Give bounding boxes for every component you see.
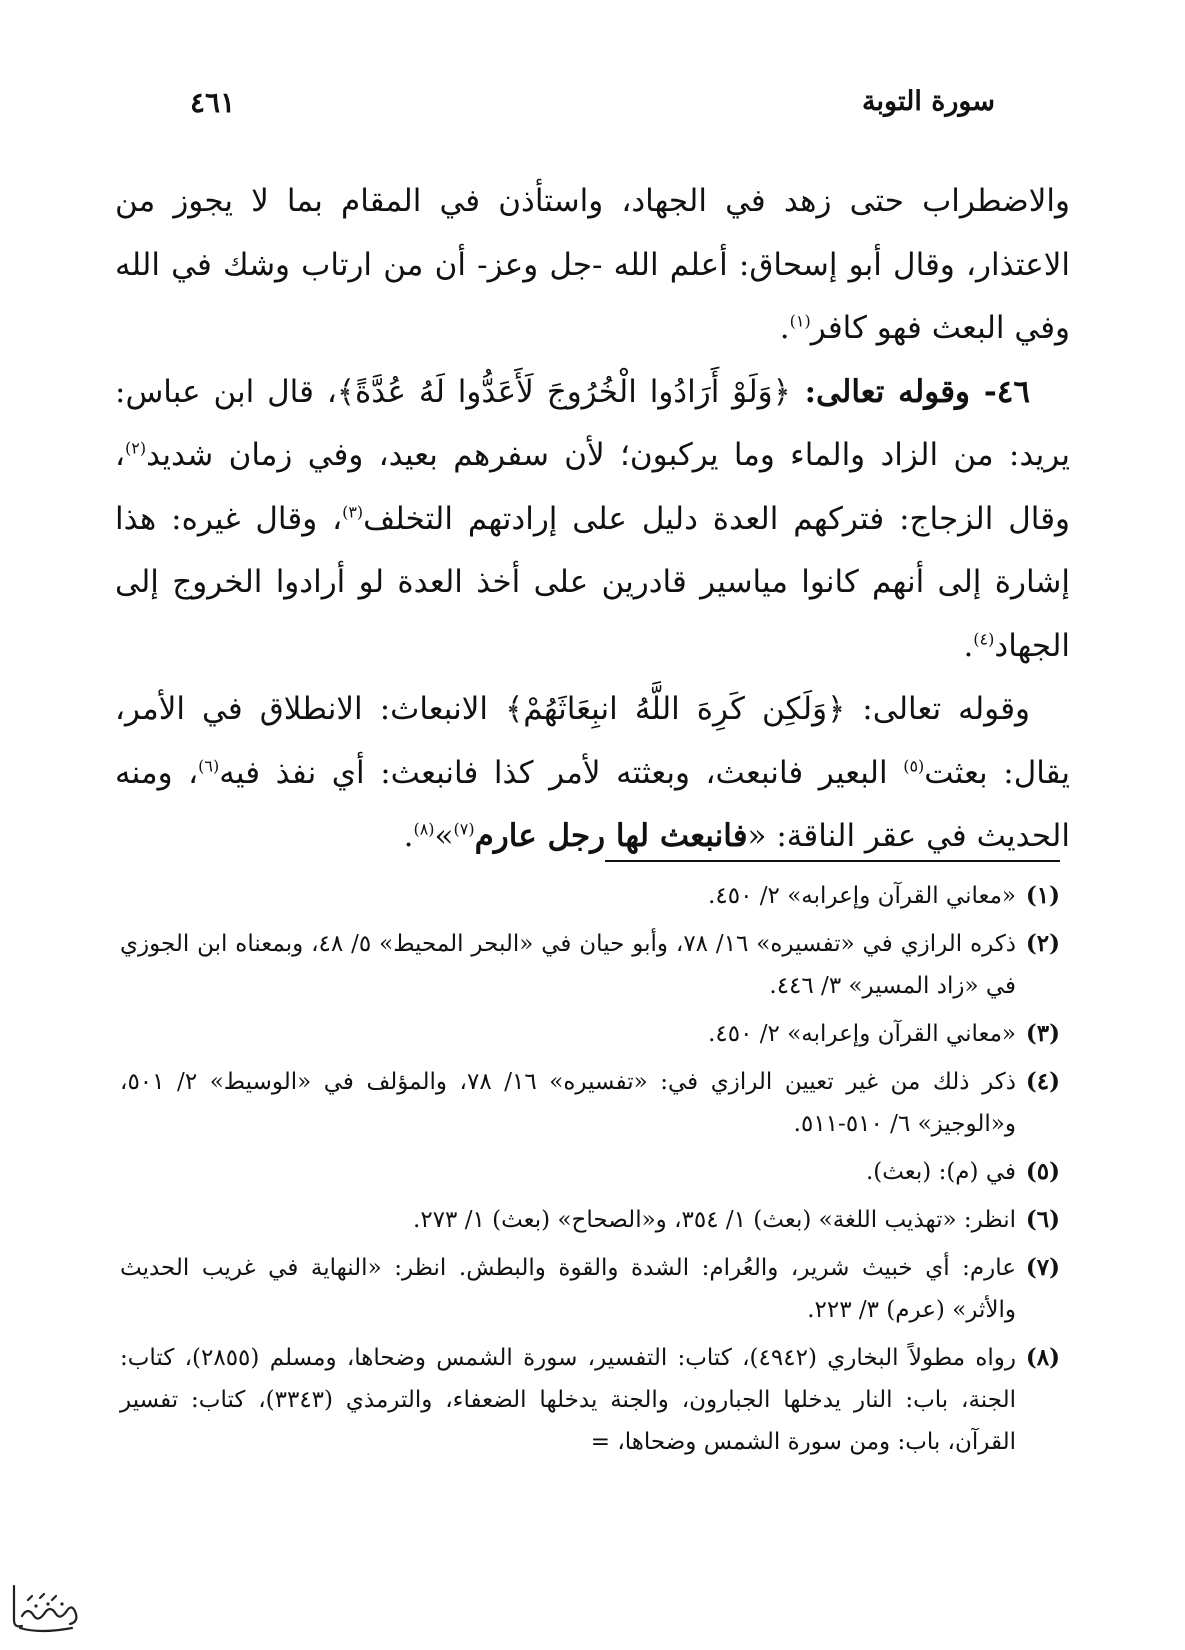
surah-title: سورة التوبة bbox=[862, 86, 995, 117]
footnote-ref-7[interactable]: (٧) bbox=[453, 819, 475, 839]
footnote-text: «معاني القرآن وإعرابه» ٢/ ٤٥٠. bbox=[708, 883, 1016, 909]
footnote-ref-5[interactable]: (٥) bbox=[903, 756, 925, 776]
footnote-item bbox=[120, 1199, 1060, 1241]
footnote-number: (٨) bbox=[1025, 1344, 1060, 1371]
paragraph-2 bbox=[115, 361, 1070, 679]
text-segment: والاضطراب حتى زهد في الجهاد، واستأذن في المقام بما لا يجوز من الاعتذار، وقال أبو إسحاق: أعلم الله -جل وعز- أن من ارتاب وشك في الله وفي البعث فهو كافر bbox=[115, 183, 1070, 346]
text-segment: ، وقال الزجاج: فتركهم العدة دليل على إرادتهم التخلف bbox=[115, 437, 1070, 537]
footnote-number: (١) bbox=[1025, 882, 1060, 909]
footnote-item bbox=[120, 1061, 1060, 1145]
footnote-ref-1[interactable]: (١) bbox=[789, 311, 811, 331]
footnote-ref-4[interactable]: (٤) bbox=[973, 629, 995, 649]
footnote-text: في (م): (بعث). bbox=[865, 1159, 1016, 1185]
text-segment: ، ومنه الحديث في عقر الناقة: « bbox=[115, 754, 1070, 854]
footnote-ref-8[interactable]: (٨) bbox=[413, 819, 435, 839]
footnote-text: رواه مطولاً البخاري (٤٩٤٢)، كتاب: التفسير، سورة الشمس وضحاها، ومسلم (٢٨٥٥)، كتاب: الجنة، باب: النار يدخلها الجبارون، والجنة يدخلها الضعفاء، والترمذي (٣٣٤٣)، كتاب: تفسير القرآن، باب: ومن سورة الشمس وضحاها، = bbox=[120, 1345, 1016, 1455]
footnote-number: (٧) bbox=[1025, 1254, 1060, 1281]
footnote-text: «معاني القرآن وإعرابه» ٢/ ٤٥٠. bbox=[708, 1021, 1016, 1047]
text-segment: وقوله تعالى: bbox=[845, 691, 1030, 727]
paragraph-1 bbox=[115, 170, 1070, 361]
footnote-item bbox=[120, 875, 1060, 917]
footnote-text: انظر: «تهذيب اللغة» (بعث) ١/ ٣٥٤، و«الصحاح» (بعث) ١/ ٢٧٣. bbox=[413, 1207, 1016, 1233]
footnote-text: ذكره الرازي في «تفسيره» ١٦/ ٧٨، وأبو حيان في «البحر المحيط» ٥/ ٤٨، وبمعناه ابن الجوزي في «زاد المسير» ٣/ ٤٤٦. bbox=[120, 931, 1017, 999]
footnote-ref-6[interactable]: (٦) bbox=[198, 756, 220, 776]
main-text bbox=[115, 170, 1070, 869]
text-segment: » bbox=[434, 818, 454, 854]
footnote-text: ذكر ذلك من غير تعيين الرازي في: «تفسيره» ١٦/ ٧٨، والمؤلف في «الوسيط» ٢/ ٥٠١، و«الوجيز» ٦/ ٥١٠-٥١١. bbox=[120, 1069, 1016, 1137]
running-header bbox=[190, 86, 995, 126]
verse-number-lead: ٤٦- وقوله تعالى: bbox=[790, 373, 1031, 410]
footnote-number: (٢) bbox=[1025, 930, 1060, 957]
text-segment: البعير فانبعث، وبعثته لأمر كذا فانبعث: أي نفذ فيه bbox=[219, 754, 904, 791]
footnote-item bbox=[120, 1247, 1060, 1331]
footnote-number: (٦) bbox=[1025, 1206, 1060, 1233]
text-segment: ، قال ابن عباس: يريد: من الزاد والماء وما يركبون؛ لأن سفرهم بعيد، وفي زمان شديد bbox=[115, 373, 1070, 473]
footnote-ref-3[interactable]: (٣) bbox=[342, 502, 364, 522]
quran-verse: ﴿وَلَوْ أَرَادُوا الْخُرُوجَ لَأَعَدُّوا لَهُ عُدَّةً﴾ bbox=[336, 373, 791, 410]
text-segment: . bbox=[963, 627, 974, 664]
footnote-number: (٣) bbox=[1025, 1020, 1060, 1047]
footnote-item bbox=[120, 923, 1060, 1007]
text-segment: . bbox=[779, 310, 790, 346]
footnote-ref-2[interactable]: (٢) bbox=[125, 438, 147, 458]
text-segment: . bbox=[403, 818, 414, 854]
text-segment: ، وقال غيره: هذا إشارة إلى أنهم كانوا مياسير قادرين على أخذ العدة لو أرادوا الخروج إلى الجهاد bbox=[115, 500, 1070, 664]
hadith-quote: فانبعث لها رجل عارم bbox=[474, 818, 748, 854]
text-segment: الانبعاث: الانطلاق في الأمر، يقال: بعثت bbox=[115, 691, 1070, 791]
footnote-item bbox=[120, 1337, 1060, 1463]
calligraphic-logo-icon bbox=[6, 1576, 82, 1636]
footnotes bbox=[120, 875, 1060, 1469]
footnote-number: (٤) bbox=[1025, 1068, 1060, 1095]
page-number: ٤٦١ bbox=[190, 86, 236, 119]
footnote-separator bbox=[605, 860, 1060, 862]
paragraph-3 bbox=[115, 678, 1070, 869]
footnote-text: عارم: أي خبيث شرير، والعُرام: الشدة والقوة والبطش. انظر: «النهاية في غريب الحديث والأثر» (عرم) ٣/ ٢٢٣. bbox=[120, 1255, 1016, 1323]
footnote-item bbox=[120, 1151, 1060, 1193]
footnote-number: (٥) bbox=[1025, 1158, 1060, 1185]
footnote-item bbox=[120, 1013, 1060, 1055]
quran-verse: ﴿وَلَكِن كَرِهَ اللَّهُ انبِعَاثَهُمْ﴾ bbox=[505, 691, 846, 727]
